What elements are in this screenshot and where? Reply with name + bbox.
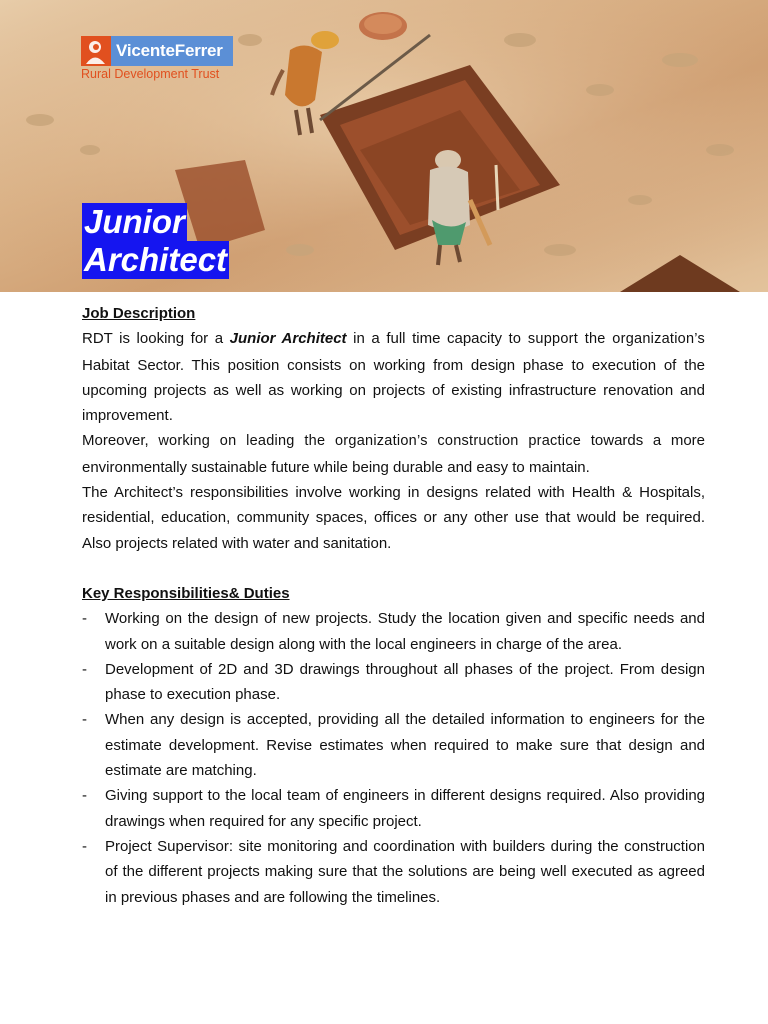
responsibilities-list xyxy=(82,606,705,910)
text-run: working on leading the organization’s construction practice xyxy=(158,433,582,450)
text-run: RDT is looking for a xyxy=(82,330,230,348)
spacer xyxy=(82,556,705,581)
document-body xyxy=(82,301,705,910)
bullet-dash: - xyxy=(82,660,87,678)
job-description-paragraph-1 xyxy=(82,326,705,428)
text-run: towards a more environmentally sustainable future while being durable and easy to maintain. xyxy=(82,432,705,476)
section-heading-job-description: Job Description xyxy=(82,305,196,322)
page-title xyxy=(82,203,229,279)
title-line-1: Junior xyxy=(84,203,185,240)
text-run: Habitat Sector. This position consists on working from design phase to execution of the upcoming projects as well as working on projects of existing infrastructure renovation and improvement. xyxy=(82,356,705,425)
bullet-dash: - xyxy=(82,837,87,855)
list-item xyxy=(82,606,705,657)
list-item xyxy=(82,657,705,708)
organization-logo xyxy=(81,36,233,84)
section-heading-responsibilities: Key Responsibilities& Duties xyxy=(82,584,290,602)
job-description-paragraph-2 xyxy=(82,428,705,480)
list-item-text: Working on the design of new projects. Study the location given and specific needs and work on a suitable design along with the local engineers in charge of the area. xyxy=(105,610,705,653)
logo-name: VicenteFerrer xyxy=(111,36,233,66)
bullet-dash: - xyxy=(82,610,87,628)
bullet-dash: - xyxy=(82,711,87,729)
title-line-2: Architect xyxy=(84,241,228,278)
text-run: to support the organization’s xyxy=(508,331,706,348)
job-description-paragraph-3: The Architect’s responsibilities involve working in designs related with Health & Hospitals, residential, education, community spaces, offices or any other use that would be required. Also projects related with water and sanitation. xyxy=(82,484,705,552)
list-item-text: When any design is accepted, providing all the detailed information to engineers for the estimate development. Revise estimates when required to make sure that design and estimate are matching. xyxy=(105,711,705,780)
list-item xyxy=(82,834,705,910)
logo-subtitle: Rural Development Trust xyxy=(81,67,220,81)
list-item-text: Project Supervisor: site monitoring and coordination with builders during the construction of the different projects making sure that the solutions are being well executed as agreed in previous phases and are following the timelines. xyxy=(105,837,705,906)
job-title-emphasis: Junior Architect xyxy=(229,330,347,348)
logo-badge xyxy=(81,36,233,66)
list-item xyxy=(82,783,705,834)
text-run: Moreover, xyxy=(82,432,159,450)
list-item xyxy=(82,707,705,783)
text-run: in a full time capacity xyxy=(346,330,509,348)
list-item-text: Development of 2D and 3D drawings throughout all phases of the project. From design phase to execution phase. xyxy=(105,660,705,704)
list-item-text: Giving support to the local team of engineers in different designs required. Also providing drawings when required for any specific project. xyxy=(105,787,705,830)
hero-photo xyxy=(0,0,768,292)
portrait-icon xyxy=(81,36,111,66)
bullet-dash: - xyxy=(82,787,87,805)
